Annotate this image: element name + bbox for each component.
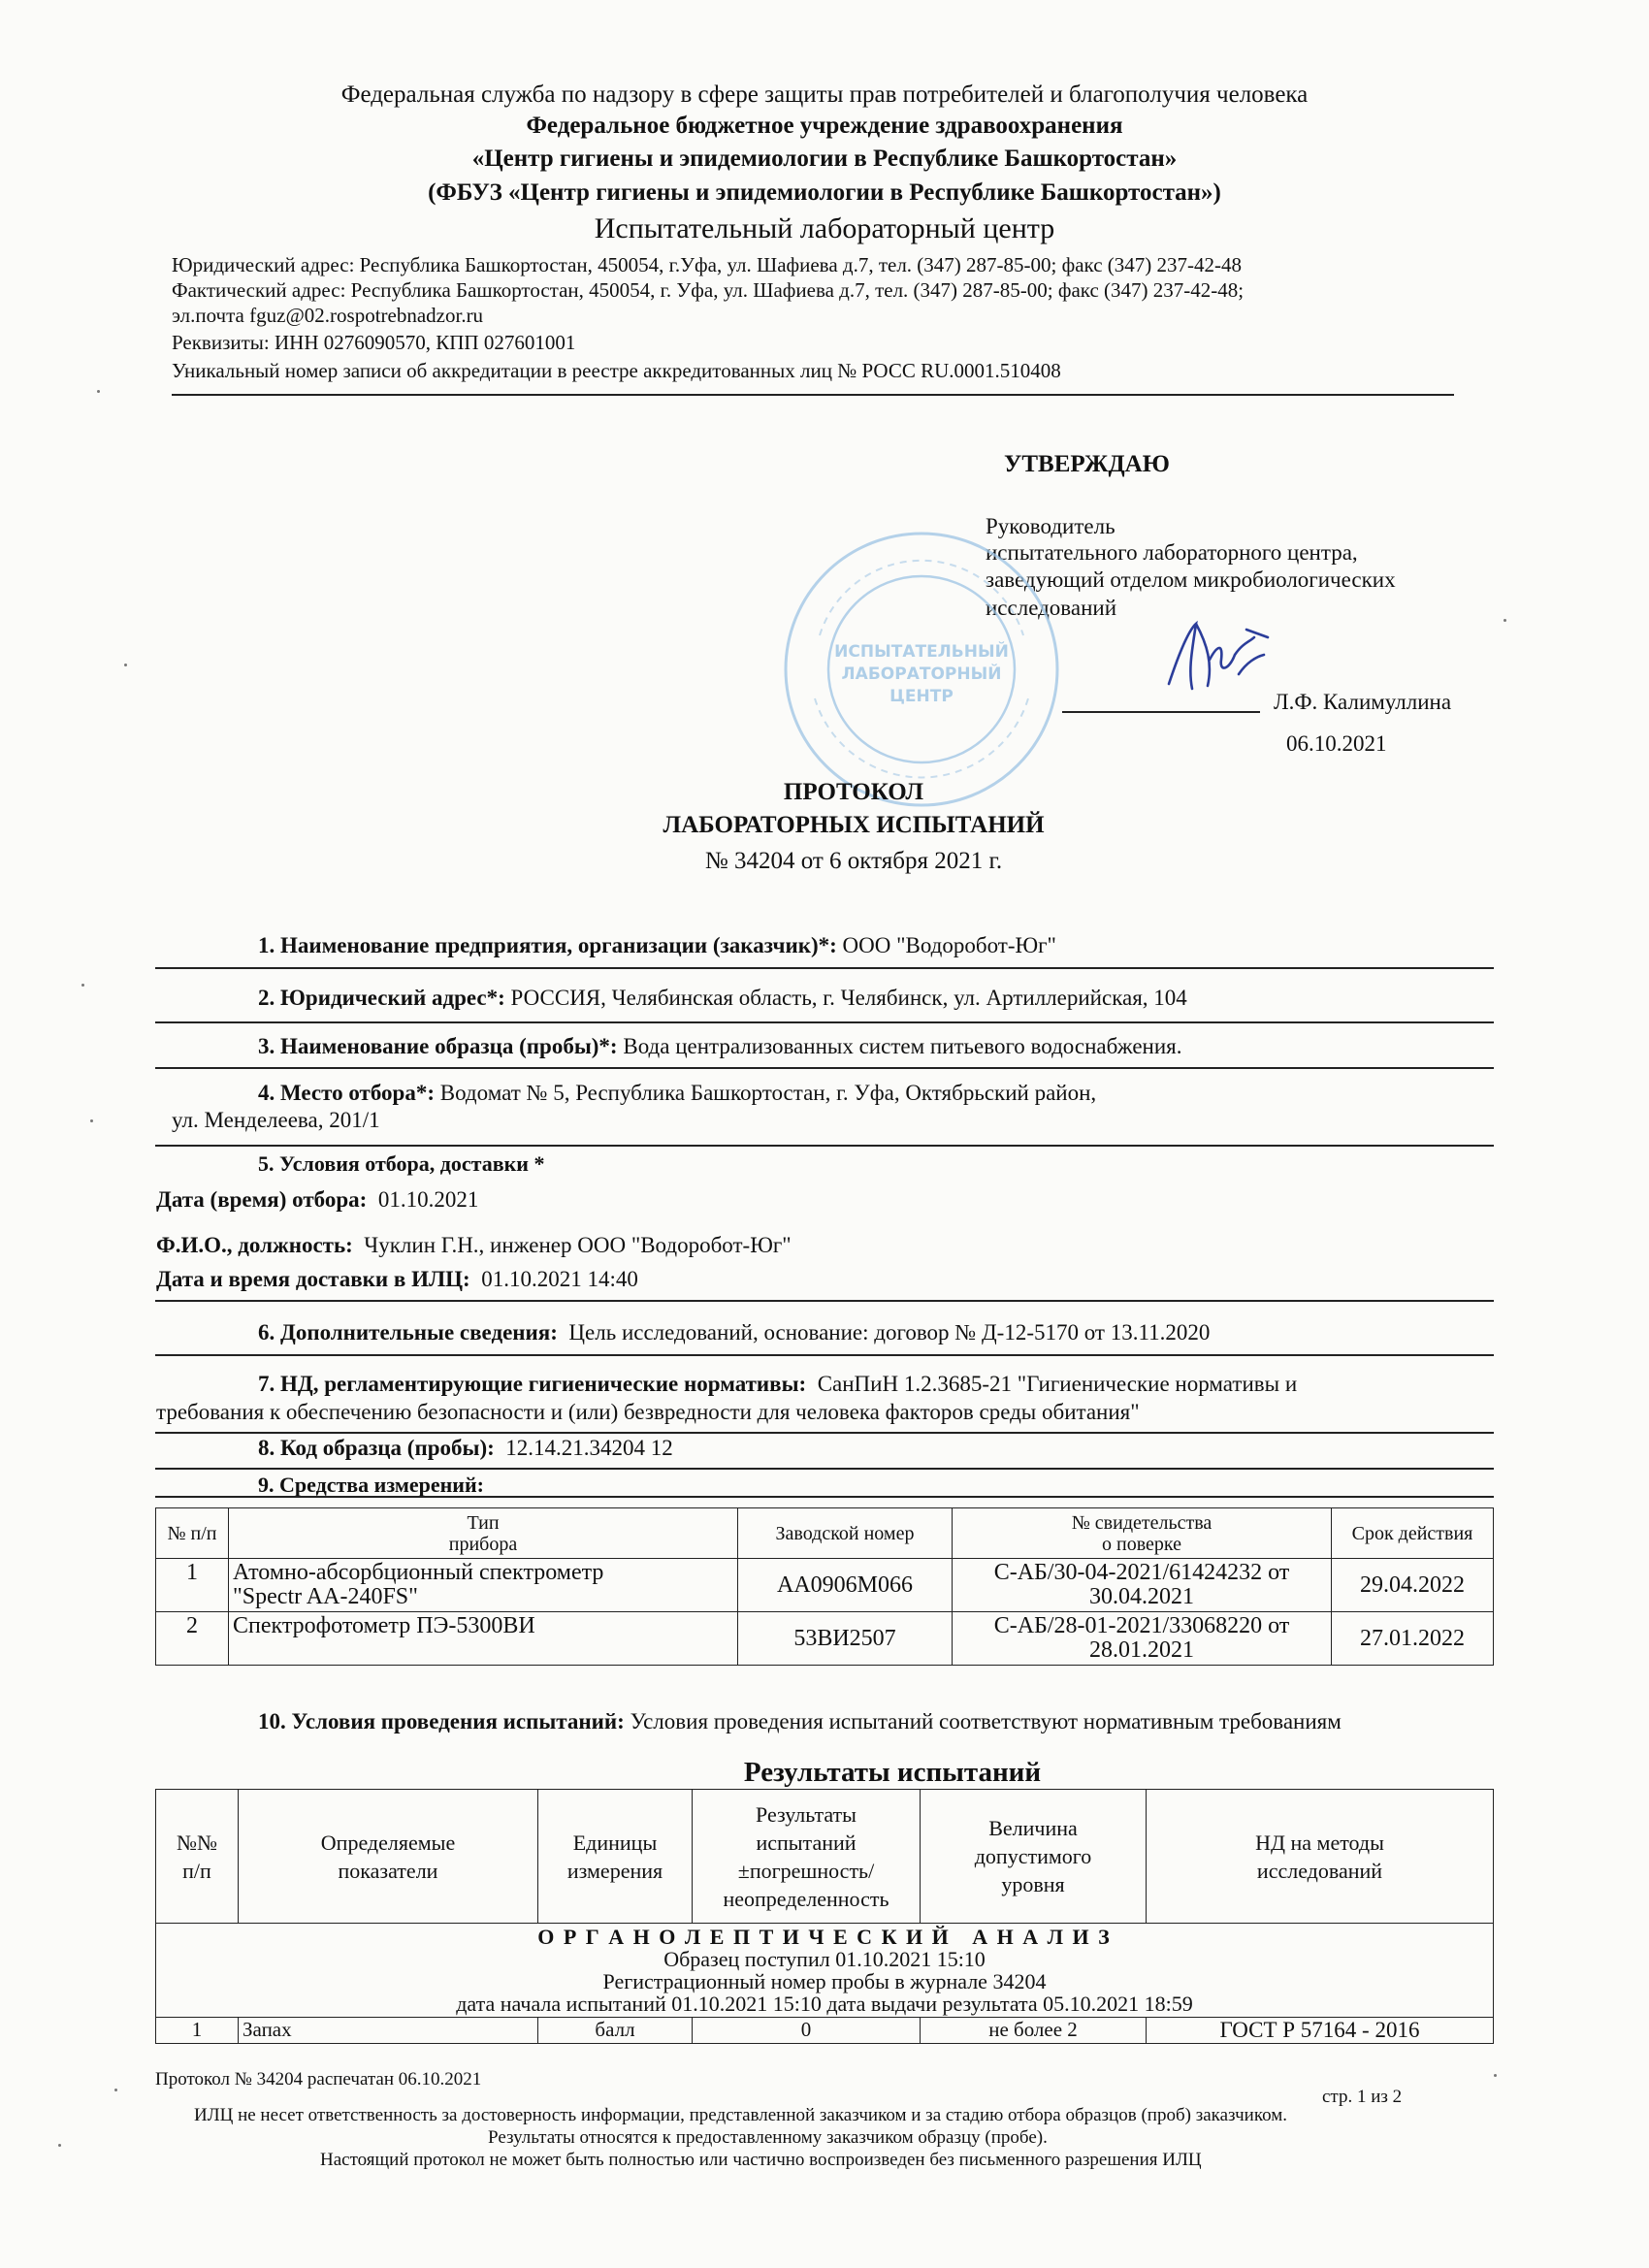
svg-text:ИСПЫТАТЕЛЬНЫЙ: ИСПЫТАТЕЛЬНЫЙ [834, 642, 1009, 662]
scan-speck [124, 664, 127, 666]
res-col-method-b: исследований [1256, 1858, 1383, 1883]
res-col-unit-a: Единицы [572, 1830, 658, 1855]
group-reg-number: Регистрационный номер пробы в журнале 34204 [602, 1969, 1047, 1993]
serial-number: AA0906M066 [738, 1559, 953, 1612]
section-3 [258, 1034, 1181, 1059]
section-1 [258, 933, 1056, 958]
svg-text:ЦЕНТР: ЦЕНТР [889, 687, 954, 706]
section-2 [258, 986, 1187, 1011]
section-divider [155, 1300, 1494, 1302]
table-row [156, 1559, 1494, 1612]
section-divider [155, 1021, 1494, 1023]
section-2-label: 2. Юридический адрес*: [258, 986, 505, 1010]
section-10 [258, 1709, 1342, 1734]
approver-position-2: испытательного лабораторного центра, [986, 540, 1358, 565]
section-4 [258, 1081, 1096, 1106]
delivery-date-label: Дата и время доставки в ИЛЦ: [156, 1267, 470, 1291]
res-col-indicator [239, 1790, 538, 1924]
instrument-type-line2: "Spectr AA-240FS" [233, 1584, 418, 1609]
footer-note-2: Результаты относятся к предоставленному заказчиком образцу (пробе). [488, 2127, 1048, 2148]
res-col-method [1147, 1790, 1494, 1924]
col-number: № п/п [156, 1508, 229, 1559]
approver-name: Л.Ф. Калимуллина [1274, 690, 1452, 714]
additional-info: Цель исследований, основание: договор № Д-12-5170 от 13.11.2020 [568, 1320, 1211, 1345]
res-col-indicator-a: Определяемые [320, 1830, 456, 1855]
res-col-number [156, 1790, 239, 1924]
col-cert-line2: о поверке [1101, 1533, 1181, 1555]
sample-code: 12.14.21.34204 12 [505, 1436, 673, 1460]
section-3-label: 3. Наименование образца (пробы)*: [258, 1034, 618, 1058]
group-title: О Р Г А Н О Л Е П Т И Ч Е С К И Й А Н А Л И З [537, 1925, 1112, 1949]
table-row [156, 2018, 1494, 2044]
certificate [953, 1559, 1332, 1612]
section-7-label: 7. НД, регламентирующие гигиенические нормативы: [258, 1372, 807, 1396]
approver-position-3: заведующий отделом микробиологических [986, 567, 1396, 592]
res-col-limit-b: допустимого [974, 1844, 1092, 1868]
col-certificate [953, 1508, 1332, 1559]
res-col-limit [921, 1790, 1147, 1924]
certificate-line2: 28.01.2021 [1089, 1637, 1194, 1663]
section-10-label: 10. Условия проведения испытаний: [258, 1709, 625, 1733]
section-5-label: 5. Условия отбора, доставки * [258, 1151, 545, 1176]
customer-name: ООО "Водоробот-Юг" [842, 933, 1056, 957]
col-validity: Срок действия [1332, 1508, 1494, 1559]
page-number: стр. 1 из 2 [1322, 2087, 1403, 2107]
print-info: Протокол № 34204 распечатан 06.10.2021 [155, 2069, 482, 2090]
requisites: Реквизиты: ИНН 0276090570, КПП 027601001 [172, 331, 576, 354]
res-col-method-a: НД на методы [1255, 1830, 1384, 1855]
row-number: 2 [156, 1612, 229, 1666]
result-number: 1 [156, 2018, 239, 2044]
res-col-limit-a: Величина [988, 1816, 1078, 1840]
section-6-label: 6. Дополнительные сведения: [258, 1320, 558, 1345]
col-type [229, 1508, 738, 1559]
hygiene-standards: СанПиН 1.2.3685-21 "Гигиенические нормативы и [817, 1372, 1298, 1396]
result-indicator: Запах [239, 2018, 538, 2044]
res-col-result-c: ±погрешность/ [737, 1858, 875, 1883]
section-8-label: 8. Код образца (пробы): [258, 1436, 495, 1460]
res-col-result [693, 1790, 921, 1924]
accreditation-number: Уникальный номер записи об аккредитации в реестре аккредитованных лиц № РОСС RU.0001.510408 [172, 359, 1061, 382]
res-col-indicator-b: показатели [338, 1858, 438, 1883]
result-limit: не более 2 [921, 2018, 1147, 2044]
institution-name: «Центр гигиены и эпидемиологии в Республике Башкортостан» [471, 146, 1178, 172]
res-col-limit-c: уровня [1001, 1872, 1065, 1896]
section-1-label: 1. Наименование предприятия, организации (заказчик)*: [258, 933, 837, 957]
results-title: Результаты испытаний [743, 1757, 1042, 1788]
approver-position-1: Руководитель [986, 514, 1116, 538]
signature [1159, 616, 1276, 698]
delivery-date-value: 01.10.2021 14:40 [481, 1267, 638, 1291]
svg-text:ЛАБОРАТОРНЫЙ: ЛАБОРАТОРНЫЙ [841, 664, 1002, 684]
section-9-label: 9. Средства измерений: [258, 1473, 484, 1497]
certificate-line1: С-АБ/28-01-2021/33068220 от [993, 1613, 1290, 1638]
section-divider [155, 967, 1494, 969]
instrument-type [229, 1559, 738, 1612]
legal-address-value: РОССИЯ, Челябинская область, г. Челябинск, ул. Артиллерийская, 104 [510, 986, 1187, 1010]
agency-name: Федеральная служба по надзору в сфере защиты прав потребителей и благополучия человека [340, 81, 1309, 108]
res-col-unit [538, 1790, 693, 1924]
sample-name: Вода централизованных систем питьевого водоснабжения. [623, 1034, 1182, 1058]
instrument-type: Спектрофотометр ПЭ-5300ВИ [229, 1612, 738, 1666]
group-header [156, 1924, 1494, 2018]
sampling-date [156, 1187, 478, 1213]
section-divider [155, 1432, 1494, 1434]
hygiene-standards-line2: требования к обеспечению безопасности и (или) безвредности для человека факторов среды обитания" [156, 1400, 1140, 1424]
sampling-date-value: 01.10.2021 [377, 1187, 479, 1212]
footer-note-1: ИЛЦ не несет ответственность за достоверность информации, представленной заказчиком и за стадию отбора образцов (проб) заказчиком. [194, 2105, 1288, 2125]
delivery-date [156, 1267, 638, 1292]
sampling-place: Водомат № 5, Республика Башкортостан, г. Уфа, Октябрьский район, [439, 1081, 1097, 1105]
section-8 [258, 1436, 673, 1461]
valid-until: 27.01.2022 [1332, 1612, 1494, 1666]
section-divider [155, 1496, 1494, 1498]
approval-title: УТВЕРЖДАЮ [1004, 451, 1170, 477]
protocol-title: ПРОТОКОЛ [783, 779, 924, 805]
scan-speck [90, 1119, 93, 1122]
group-dates: дата начала испытаний 01.10.2021 15:10 дата выдачи результата 05.10.2021 18:59 [456, 1992, 1193, 2016]
scan-speck [1494, 2074, 1497, 2077]
signature-line [1062, 711, 1260, 713]
res-col-result-b: испытаний [756, 1830, 857, 1855]
group-received: Образец поступил 01.10.2021 15:10 [663, 1947, 986, 1971]
res-col-unit-b: измерения [566, 1858, 663, 1883]
valid-until: 29.04.2022 [1332, 1559, 1494, 1612]
scan-speck [1504, 619, 1506, 622]
group-header-row [156, 1924, 1494, 2018]
col-cert-line1: № свидетельства [1071, 1511, 1212, 1534]
sampling-place-line2: ул. Менделеева, 201/1 [172, 1108, 380, 1132]
lab-center-name: Испытательный лабораторный центр [594, 212, 1055, 244]
institution-type: Федеральное бюджетное учреждение здравоохранения [526, 113, 1123, 139]
col-type-line2: прибора [448, 1533, 518, 1555]
legal-address: Юридический адрес: Республика Башкортостан, 450054, г.Уфа, ул. Шафиева д.7, тел. (347) 287-85-00; факс (347) 237-42-48 [172, 253, 1243, 276]
protocol-subtitle: ЛАБОРАТОРНЫХ ИСПЫТАНИЙ [663, 812, 1045, 838]
section-4-label: 4. Место отбора*: [258, 1081, 435, 1105]
col-serial: Заводской номер [738, 1508, 953, 1559]
protocol-number: № 34204 от 6 октября 2021 г. [704, 848, 1003, 874]
approval-date: 06.10.2021 [1286, 731, 1387, 756]
result-unit: балл [538, 2018, 693, 2044]
section-divider [155, 1354, 1494, 1356]
section-divider [155, 1145, 1494, 1147]
header-divider [172, 394, 1454, 396]
row-number: 1 [156, 1559, 229, 1612]
result-method: ГОСТ Р 57164 - 2016 [1147, 2018, 1494, 2044]
test-conditions: Условия проведения испытаний соответствуют нормативным требованиям [630, 1709, 1342, 1733]
serial-number: 53ВИ2507 [738, 1612, 953, 1666]
sampling-date-label: Дата (время) отбора: [156, 1187, 368, 1212]
sampler-person-label: Ф.И.О., должность: [156, 1233, 353, 1257]
certificate [953, 1612, 1332, 1666]
section-divider [155, 1067, 1494, 1069]
scan-speck [97, 390, 100, 393]
scan-speck [58, 2144, 61, 2147]
email: эл.почта fguz@02.rospotrebnadzor.ru [172, 304, 484, 327]
scan-speck [114, 2089, 117, 2091]
results-table [155, 1789, 1494, 2044]
certificate-line1: С-АБ/30-04-2021/61424232 от [993, 1560, 1290, 1585]
actual-address: Фактический адрес: Республика Башкортостан, 450054, г. Уфа, ул. Шафиева д.7, тел. (347) 287-85-00; факс (347) 237-42-48; [172, 278, 1245, 302]
sampler-person-value: Чуклин Г.Н., инженер ООО "Водоробот-Юг" [364, 1233, 792, 1257]
res-col-result-a: Результаты [756, 1801, 857, 1827]
section-divider [155, 1468, 1494, 1470]
sampler-person [156, 1233, 792, 1258]
scan-speck [81, 984, 84, 987]
col-type-line1: Тип [467, 1511, 500, 1534]
res-col-result-d: неопределенность [723, 1886, 889, 1911]
certificate-line2: 30.04.2021 [1089, 1584, 1194, 1609]
stamp-seal [781, 529, 1062, 810]
footer-note-3: Настоящий протокол не может быть полностью или частично воспроизведен без письменного разрешения ИЛЦ [320, 2150, 1202, 2170]
res-col-number-b: п/п [182, 1858, 211, 1883]
res-col-number-a: №№ [177, 1830, 217, 1855]
instrument-type-line1: Атомно-абсорбционный спектрометр [233, 1560, 604, 1585]
approver-position-4: исследований [986, 596, 1117, 620]
instruments-table [155, 1507, 1494, 1666]
institution-abbr: (ФБУЗ «Центр гигиены и эпидемиологии в Республике Башкортостан») [428, 179, 1221, 206]
result-value: 0 [693, 2018, 921, 2044]
section-6 [258, 1320, 1210, 1345]
table-row [156, 1612, 1494, 1666]
section-7 [258, 1372, 1297, 1397]
